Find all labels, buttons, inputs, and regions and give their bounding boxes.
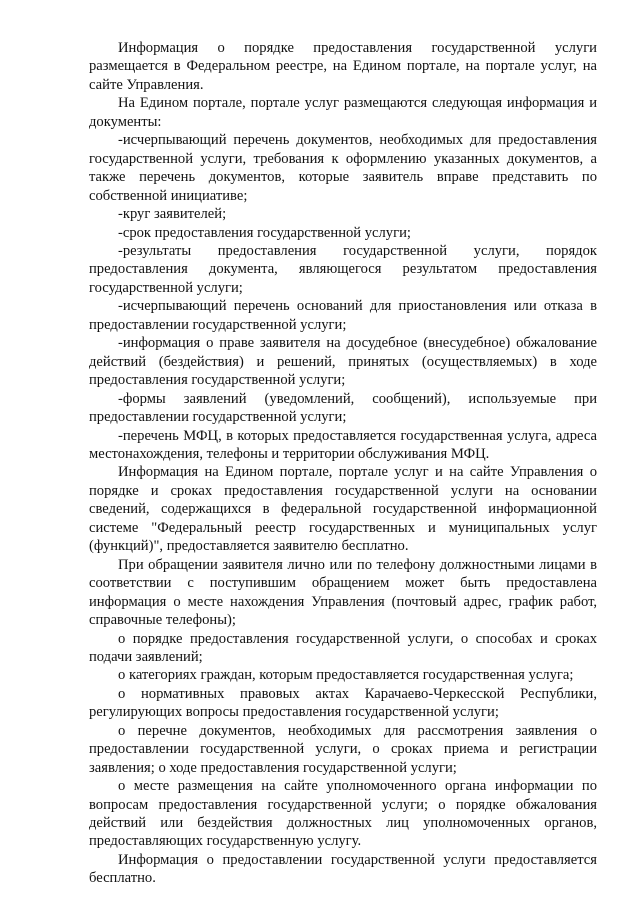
- document-body: [89, 39, 597, 888]
- list-item: -срок предоставления государственной услуги;: [118, 224, 411, 241]
- paragraph: Информация о порядке предоставления государственной услуги размещается в Федеральном реестре, на Едином портале, на портале услуг, на сайте Управления.: [89, 40, 597, 93]
- list-item: -результаты предоставления государственной услуги, порядок предоставления документа, являющегося результатом предоставления государственной услуги;: [89, 242, 597, 296]
- paragraph: На Едином портале, портале услуг размещаются следующая информация и документы:: [89, 95, 597, 130]
- paragraph: Информация на Едином портале, портале услуг и на сайте Управления о порядке и сроках предоставления государственной услуги на основании сведений, содержащихся в федеральной государственной информационной системе "Федеральный реестр государственных и муниципальных услуг (функций)", предоставляется заявителю бесплатно.: [89, 464, 597, 555]
- list-item: -круг заявителей;: [118, 206, 227, 223]
- list-item: о нормативных правовых актах Карачаево-Черкесской Республики, регулирующих вопросы предоставления государственной услуги;: [89, 685, 597, 721]
- paragraph: При обращении заявителя лично или по телефону должностными лицами в соответствии с поступившим обращением может быть предоставлена информация о месте нахождения Управления (почтовый адрес, график работ, справочные телефоны);: [89, 556, 597, 629]
- list-item: -исчерпывающий перечень оснований для приостановления или отказа в предоставлении государственной услуги;: [89, 298, 597, 333]
- paragraph: Информация о предоставлении государственной услуги предоставляется бесплатно.: [89, 851, 597, 887]
- list-item: -исчерпывающий перечень документов, необходимых для предоставления государственной услуги, требования к оформлению указанных документов, а также перечень документов, которые заявитель вправе представить по собственной инициативе;: [89, 132, 597, 204]
- list-item: -формы заявлений (уведомлений, сообщений), используемые при предоставлении государственной услуги;: [89, 390, 597, 426]
- list-item: о перечне документов, необходимых для рассмотрения заявления о предоставлении государственной услуги, о сроках приема и регистрации заявления; о ходе предоставления государственной услуги;: [89, 722, 597, 776]
- list-item: о месте размещения на сайте уполномоченного органа информации по вопросам предоставления государственной услуги; о порядке обжалования действий или бездействия должностных лиц уполномоченных органов, предоставляющих государственную услугу.: [89, 778, 597, 850]
- list-item: о категориях граждан, которым предоставляется государственная услуга;: [118, 667, 574, 684]
- list-item: -перечень МФЦ, в которых предоставляется государственная услуга, адреса местонахождения, телефоны и территории обслуживания МФЦ.: [89, 427, 597, 462]
- list-item: о порядке предоставления государственной услуги, о способах и сроках подачи заявлений;: [89, 630, 597, 665]
- list-item: -информация о праве заявителя на досудебное (внесудебное) обжалование действий (бездействия) и решений, принятых (осуществляемых) в ходе предоставления государственной услуги;: [89, 335, 597, 389]
